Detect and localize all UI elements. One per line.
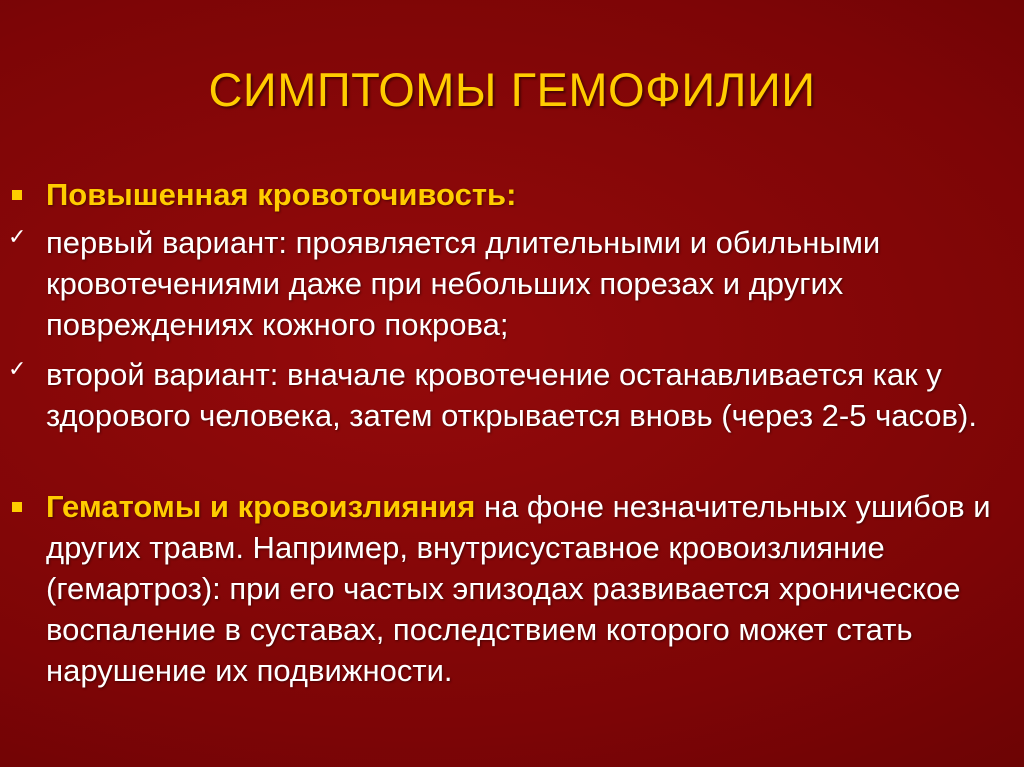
square-bullet-icon [12, 502, 22, 512]
slide-title: СИМПТОМЫ ГЕМОФИЛИИ [208, 63, 816, 116]
bullet-text: второй вариант: вначале кровотечение останавливается как у здорового человека, затем открывается вновь (через 2-5 часов). [46, 357, 977, 433]
bullet-heading: Повышенная кровоточивость: [46, 177, 517, 212]
bullet-text [46, 486, 1006, 691]
bullet-text: первый вариант: проявляется длительными и обильными кровотечениями даже при небольших порезах и других повреждениях кожного покрова; [46, 225, 881, 342]
check-bullet-icon: ✓ [8, 356, 27, 381]
bullet-text [46, 174, 1006, 215]
square-bullet-icon [12, 190, 22, 200]
bullet-body: на фоне незначительных ушибов и других травм. Например, внутрисуставное кровоизлияние (гемартроз): при его частых эпизодах развивается хроническое воспаление в суставах, последствием которого может стать нарушение их подвижности. [46, 489, 991, 688]
bullet-heading: Гематомы и кровоизлияния [46, 489, 476, 524]
check-bullet-icon: ✓ [8, 224, 27, 249]
